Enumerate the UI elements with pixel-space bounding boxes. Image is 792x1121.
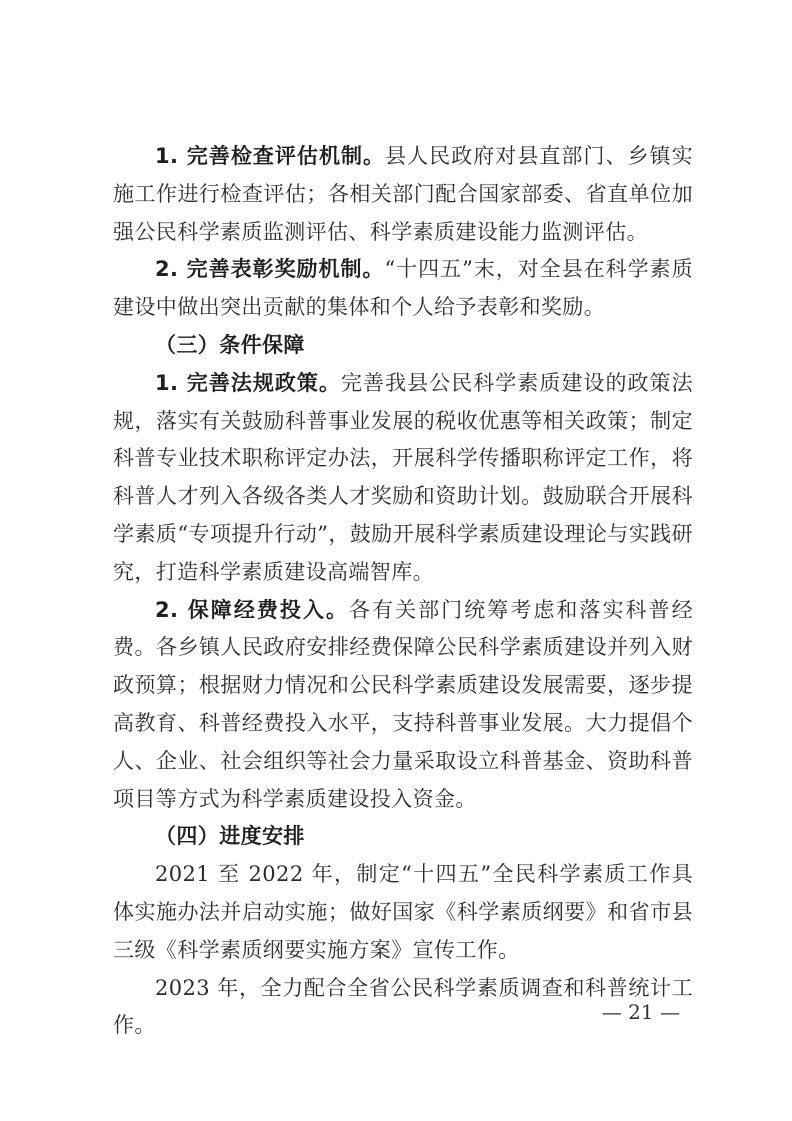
paragraph-commendation-reward bbox=[113, 251, 693, 327]
paragraph-text: 各有关部门统筹考虑和落实科普经费。各乡镇人民政府安排经费保障公民科学素质建设并列入财政预算；根据财力情况和公民科学素质建设发展需要，逐步提高教育、科普经费投入水平，支持科普事业发展。大力提倡个人、企业、社会组织等社会力量采取设立科普基金、资助科普项目等方式为科学素质建设投入资金。 bbox=[113, 597, 693, 811]
paragraph-text: 县人民政府对县直部门、乡镇实施工作进行检查评估；各相关部门配合国家部委、省直单位加强公民科学素质监测评估、科学素质建设能力监测评估。 bbox=[113, 144, 693, 244]
heading-funding: 2. 保障经费投入。 bbox=[155, 597, 350, 622]
heading-conditions: （三）条件保障 bbox=[155, 332, 305, 357]
section-heading-schedule bbox=[113, 818, 693, 856]
paragraph-regulations-policies bbox=[113, 365, 693, 592]
paragraph-text: 完善我县公民科学素质建设的政策法规，落实有关鼓励科普事业发展的税收优惠等相关政策；制定科普专业技术职称评定办法，开展科学传播职称评定工作，将科普人才列入各级各类人才奖励和资助计划。鼓励联合开展科学素质“专项提升行动”，鼓励开展科学素质建设理论与实践研究，打造科学素质建设高端智库。 bbox=[113, 370, 693, 584]
heading-commendation-reward: 2. 完善表彰奖励机制。 bbox=[155, 257, 385, 282]
paragraph-text: 2023 年，全力配合全省公民科学素质调查和科普统计工作。 bbox=[113, 975, 693, 1038]
heading-schedule: （四）进度安排 bbox=[155, 824, 305, 849]
document-body bbox=[113, 138, 693, 1045]
paragraph-schedule-2021-2022 bbox=[113, 856, 693, 969]
section-heading-conditions bbox=[113, 327, 693, 365]
paragraph-text: “十四五”末，对全县在科学素质建设中做出突出贡献的集体和个人给予表彰和奖励。 bbox=[113, 257, 693, 320]
paragraph-inspection-evaluation bbox=[113, 138, 693, 251]
paragraph-text: 2021 至 2022 年，制定“十四五”全民科学素质工作具体实施办法并启动实施；做好国家《科学素质纲要》和省市县三级《科学素质纲要实施方案》宣传工作。 bbox=[113, 862, 693, 962]
heading-inspection-evaluation: 1. 完善检查评估机制。 bbox=[155, 144, 386, 168]
page-number: — 21 — bbox=[601, 1000, 680, 1024]
paragraph-funding bbox=[113, 592, 693, 819]
heading-regulations-policies: 1. 完善法规政策。 bbox=[155, 370, 342, 395]
